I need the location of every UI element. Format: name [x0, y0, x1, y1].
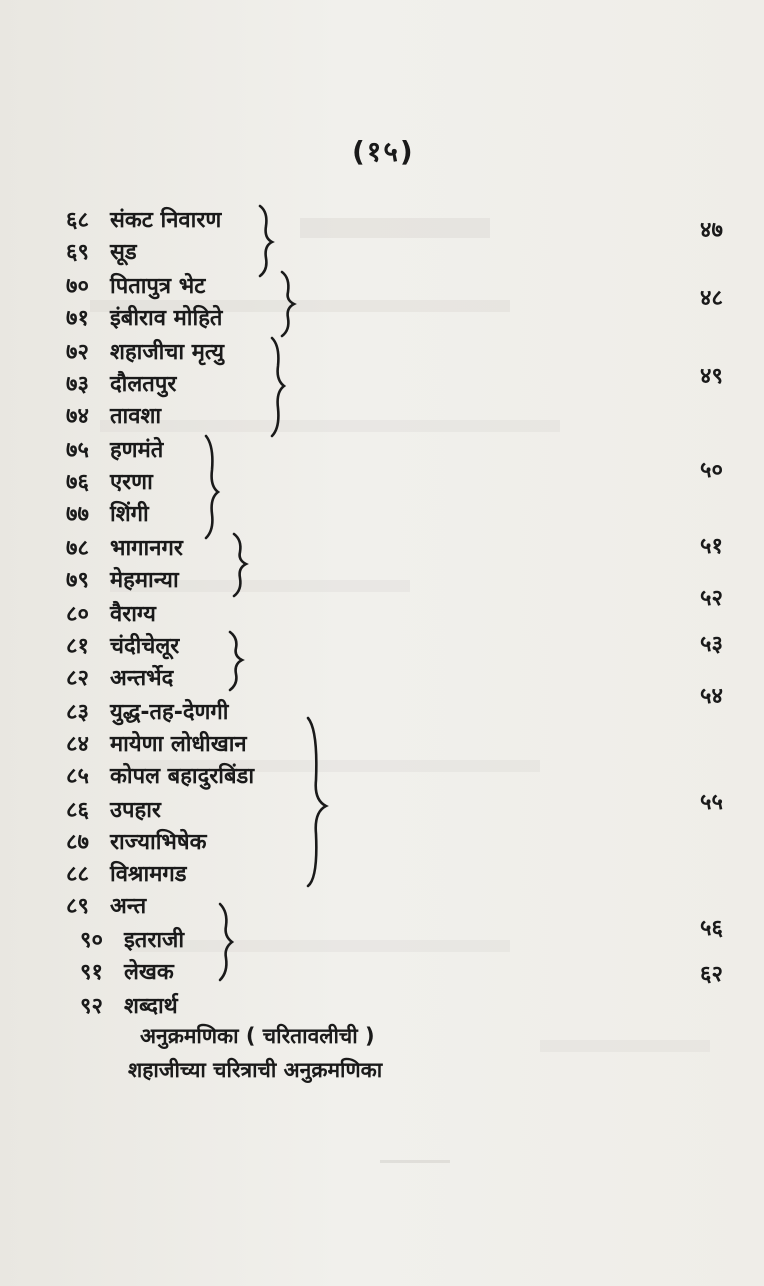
brace-84-89 — [308, 718, 326, 886]
entry-number: ७१ — [66, 306, 89, 331]
page-ref: ६२ — [700, 962, 723, 987]
brace-81-82 — [230, 632, 242, 690]
entry-title: युद्ध-तह-देणगी — [110, 700, 229, 725]
entry-number: ८१ — [66, 634, 89, 659]
brace-70-71 — [282, 272, 294, 336]
entry-title: हणमंते — [110, 438, 164, 463]
entry-number: ८८ — [66, 862, 89, 887]
page-ref: ५६ — [700, 916, 723, 941]
page-ref: ५१ — [700, 534, 723, 559]
page-number: (१५) — [352, 135, 415, 168]
entry-number: ८० — [66, 602, 89, 627]
entry-number: ७७ — [66, 502, 89, 527]
page-ref: ५० — [700, 458, 723, 483]
entry-title: चंदीचेलूर — [110, 634, 180, 659]
brace-75-77 — [206, 436, 218, 538]
entry-title: इंबीराव मोहिते — [110, 306, 223, 331]
entry-title: विश्रामगड — [110, 862, 187, 887]
entry-number: ९० — [80, 928, 103, 953]
entry-number: ८४ — [66, 732, 89, 757]
entry-number: ७९ — [66, 568, 89, 593]
entry-number: ७४ — [66, 404, 89, 429]
entry-title: सूड — [110, 240, 137, 265]
footer-line-2: शहाजीच्या चरित्राची अनुक्रमणिका — [128, 1058, 383, 1082]
entry-title: उपहार — [110, 798, 161, 823]
page-ref: ५४ — [700, 684, 723, 709]
entry-number: ७३ — [66, 372, 89, 397]
entry-title: मायेणा लोधीखान — [110, 732, 247, 757]
entry-title: वैराग्य — [110, 602, 156, 627]
brace-90-91 — [220, 904, 232, 980]
entry-title: शहाजीचा मृत्यु — [110, 340, 224, 365]
entry-title: मेहमान्या — [110, 568, 179, 593]
entry-number: ८३ — [66, 700, 89, 725]
entry-title: एरणा — [110, 470, 153, 495]
entry-number: ७२ — [66, 340, 89, 365]
entry-title: लेखक — [124, 960, 174, 985]
entry-title: शब्दार्थ — [124, 994, 178, 1019]
page-ref: ५२ — [700, 586, 723, 611]
entry-number: ८७ — [66, 830, 89, 855]
entry-title: दौलतपुर — [110, 372, 177, 397]
entry-number: ६८ — [66, 208, 89, 233]
entry-title: अन्तर्भेद — [110, 666, 174, 691]
entry-number: ७० — [66, 274, 89, 299]
entry-title: तावशा — [110, 404, 162, 429]
entry-number: ६९ — [66, 240, 89, 265]
entry-title: कोपल बहादुरबिंडा — [110, 764, 255, 789]
entry-title: राज्याभिषेक — [110, 830, 207, 855]
entry-title: भागानगर — [110, 536, 183, 561]
entry-number: ८५ — [66, 764, 89, 789]
page-ref: ४८ — [700, 286, 723, 311]
entry-title: संकट निवारण — [110, 208, 222, 233]
entry-number: ७८ — [66, 536, 89, 561]
page-ref: ५३ — [700, 632, 723, 657]
brace-68-69 — [260, 206, 272, 276]
entry-number: ८२ — [66, 666, 89, 691]
entry-number: ९१ — [80, 960, 103, 985]
page-ref: ५५ — [700, 790, 723, 815]
page-ref: ४९ — [700, 364, 723, 389]
entry-title: पितापुत्र भेट — [110, 274, 206, 299]
entry-number: ७६ — [66, 470, 89, 495]
entry-number: ९२ — [80, 994, 103, 1019]
entry-number: ८९ — [66, 894, 89, 919]
footer-line-1: अनुक्रमणिका ( चरितावलीची ) — [140, 1024, 375, 1048]
entry-title: अन्त — [110, 894, 147, 919]
entry-number: ७५ — [66, 438, 89, 463]
page-ref: ४७ — [700, 218, 723, 243]
entry-number: ८६ — [66, 798, 89, 823]
brace-78-79 — [234, 534, 246, 596]
entry-title: इतराजी — [124, 928, 185, 953]
brace-72-74 — [272, 338, 284, 436]
entry-title: शिंगी — [110, 502, 149, 527]
